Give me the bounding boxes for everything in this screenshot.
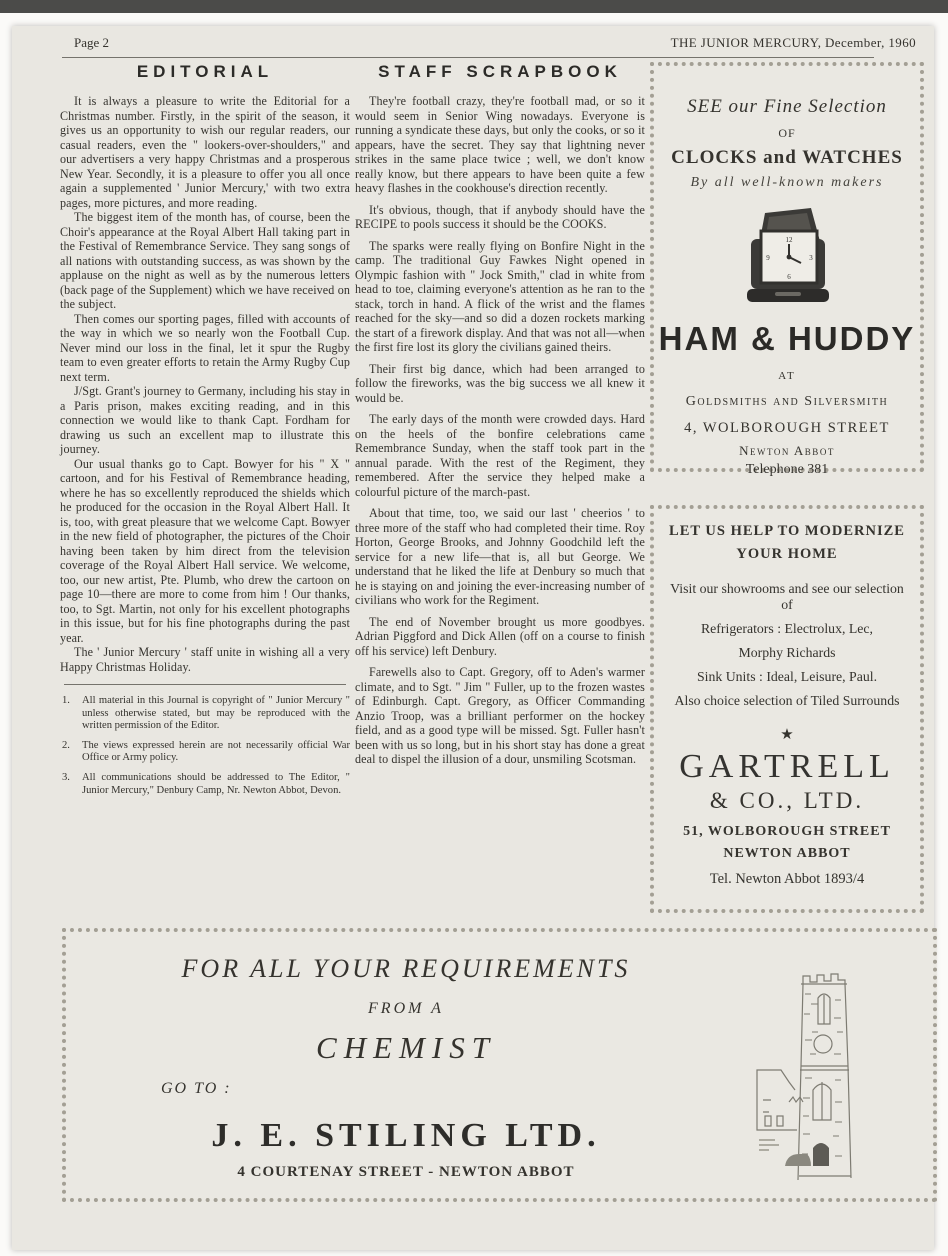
- footnote-text: All communications should be addressed to The Editor, " Junior Mercury," Denbury Camp, Nr. Newton Abbot, Devon.: [82, 771, 350, 796]
- svg-text:9: 9: [766, 254, 770, 262]
- ad-gartrell-street: 51, WOLBOROUGH STREET: [683, 824, 891, 839]
- ad-chemist-company-name: J. E. STILING LTD.: [211, 1117, 601, 1154]
- ad-chemist-line-3: CHEMIST: [316, 1030, 496, 1065]
- ad-clocks-makers-line: By all well-known makers: [690, 175, 884, 190]
- masthead: THE JUNIOR MERCURY, December, 1960: [670, 35, 916, 50]
- star-icon: ★: [780, 727, 794, 743]
- scrapbook-paragraph: The end of November brought us more goodbyes. Adrian Piggford and Dick Allen (off on a course to finish off his service) left Denbury.: [355, 614, 645, 658]
- ad-gartrell-body-4: Sink Units : Ideal, Leisure, Paul.: [696, 669, 878, 684]
- svg-text:6: 6: [787, 273, 791, 281]
- ad-gartrell-heading-2: YOUR HOME: [736, 546, 838, 562]
- scan-edge-band: [0, 0, 948, 13]
- ad-chemist-address: 4 COURTENAY STREET - NEWTON ABBOT: [237, 1164, 575, 1180]
- ad-clocks-street: 4, WOLBOROUGH STREET: [684, 420, 890, 436]
- footnotes: [60, 695, 350, 797]
- ad-clocks-product-line: CLOCKS and WATCHES: [671, 147, 903, 168]
- footnote-divider: [64, 684, 346, 685]
- editorial-paragraph: J/Sgt. Grant's journey to Germany, including his stay in a Paris prison, makes exciting reading, and in this connection we would like to thank Capt. Fordham for drawing us such an excellent map to illustrate this journey.: [60, 384, 350, 456]
- ad-clocks-at: AT: [778, 370, 796, 382]
- editorial-column: [60, 62, 350, 804]
- svg-text:12: 12: [785, 236, 793, 244]
- svg-text:3: 3: [809, 254, 813, 262]
- ad-gartrell-phone: Tel. Newton Abbot 1893/4: [709, 871, 865, 887]
- header-rule: [62, 57, 874, 58]
- footnote-number: 2.: [62, 739, 70, 751]
- editorial-paragraph: The biggest item of the month has, of course, been the Choir's appearance at the Royal Albert Hall taking part in the Festival of Remembrance Service. They sang songs of all nations with outstanding success, as was shown by the applause on the night as well as by the numerous letters (back page of the Supplement) which we have received on the subject.: [60, 210, 350, 311]
- footnote-text: The views expressed herein are not necessarily official War Office or Army policy.: [82, 739, 350, 764]
- footnote: [60, 740, 350, 765]
- ad-chemist-text: [96, 954, 716, 1066]
- scrapbook-column: [355, 62, 645, 774]
- ad-gartrell-body-1: Visit our showrooms and see our selection of: [670, 581, 904, 612]
- footnote: [60, 772, 350, 797]
- ad-clocks-of: OF: [778, 126, 796, 140]
- ad-chemist-goto: GO TO :: [161, 1080, 232, 1097]
- editorial-paragraph: Then comes our sporting pages, filled with accounts of the way in which we so nearly won the Football Cup. Never mind our loss in the final, let it spur the Rugby team to even greater efforts to retain the Army Rugby Cup next term.: [60, 311, 350, 384]
- ad-gartrell-body-5: Also choice selection of Tiled Surrounds: [674, 693, 900, 708]
- editorial-body: [60, 94, 350, 674]
- scrapbook-body: [355, 94, 645, 767]
- ad-gartrell-body-3: Morphy Richards: [738, 645, 836, 660]
- scrapbook-paragraph: Their first big dance, which had been arranged to follow the fireworks, was the big success we all knew it would be.: [355, 361, 645, 405]
- ad-stiling-chemist: [62, 928, 937, 1202]
- ad-clocks-phone: Telephone 381: [745, 462, 829, 477]
- footnote-number: 3.: [62, 771, 70, 783]
- ad-gartrell-heading-1: LET US HELP TO MODERNIZE: [669, 523, 905, 539]
- ad-gartrell-body-2: Refrigerators : Electrolux, Lec,: [700, 621, 873, 636]
- ad-chemist-line-2: FROM A: [368, 1000, 444, 1017]
- footnote: [60, 695, 350, 733]
- church-tower-illustration: [755, 970, 875, 1193]
- ad-chemist-line-1: FOR ALL YOUR REQUIREMENTS: [181, 954, 631, 983]
- ad-gartrell-company-name: GARTRELL: [679, 748, 895, 785]
- ad-gartrell-company-suffix: & CO., LTD.: [709, 788, 865, 813]
- ad-ham-and-huddy: [650, 62, 924, 477]
- editorial-title: EDITORIAL: [136, 62, 274, 81]
- page-number: Page 2: [74, 35, 110, 50]
- editorial-paragraph: It is always a pleasure to write the Editorial for a Christmas number. Firstly, in the spirit of the season, it gives us an opportunity to wish our regular readers, our casual readers, even the " lookers-over-shoulders," and our advertisers a very happy Christmas and a prosperous New Year. Secondly, it is a pleasure to offer you all once again a supplemented ' Junior Mercury,' with two extra pages, more pictures, and more reading.: [60, 94, 350, 210]
- ad-gartrell: [650, 505, 924, 913]
- scrapbook-paragraph: The early days of the month were crowded days. Hard on the heels of the bonfire celebrations came Remembrance Sunday, when the staff took part in the annual parade. With the rest of the Regiment, they remembered. After the service they helped make a colourful picture of the march-past.: [355, 412, 645, 499]
- page: [12, 26, 934, 1250]
- ad-clocks-tagline: SEE our Fine Selection: [687, 96, 887, 117]
- footnote-text: All material in this Journal is copyright of " Junior Mercury " unless otherwise stated, but may be reproduced with the written permission of the Editor.: [82, 695, 350, 732]
- editorial-paragraph: Our usual thanks go to Capt. Bowyer for his " X " cartoon, and for his Festival of Remembrance heading, where he has so excellently reproduced the shields which he produced for the occasion in the Royal Albert Hall. It is, too, with great pleasure that we welcome Capt. Bowyer in the new field of photographer, the pictures of the Choir having been taken by him direct from the television coverage of the Royal Albert Hall service. We welcome, too, our new artist, Pte. Plumb, who drew the cartoon on page 10—there are more to come from him ! Our thanks, too, to Sgt. Martin, not only for his excellent photographs in this issue, but for his fine photographs during the past year.: [60, 456, 350, 645]
- footnote-number: 1.: [62, 695, 70, 706]
- scrapbook-paragraph: The sparks were really flying on Bonfire Night in the camp. The traditional Guy Fawkes Night opened in Olympic fashion with " Jock Smith," clad in white from head to toe, claiming everyone's attention as he ran to the stack, torch in hand. A flick of the wrist and the flames reached for the sky—and so did a dozen rockets marking the start of a firework display. And that was not all—when the first fire lost its glory the civilians gained theirs.: [355, 238, 645, 354]
- ad-clocks-shop-name: HAM & HUDDY: [658, 320, 916, 357]
- scrapbook-paragraph: About that time, too, we said our last ' cheerios ' to three more of the staff who had completed their time. Roy Horton, George Brooks, and Johnny Goodchild left the service for a new life—that is, all but George. We understand that he liked the life at Denbury so much that he is staying on and joining the ever-increasing number of civilians who work for the Regiment.: [355, 506, 645, 607]
- scrapbook-paragraph: It's obvious, though, that if anybody should have the RECIPE to pools success it should be the COOKS.: [355, 202, 645, 231]
- scrapbook-paragraph: Farewells also to Capt. Gregory, off to Aden's warmer climate, and to Sgt. " Jim " Fuller, up to the frozen wastes of Edinburgh. Capt. Gregory, as Officer Commanding Anzio Troop, was a brilliant performer on the hockey field, and as a good type will be missed. Sgt. Fuller hasn't been with us so long, but in his short stay has done a great deal to dispel the illusion of a dour, unsmiling Scotsman.: [355, 665, 645, 766]
- editorial-paragraph: The ' Junior Mercury ' staff unite in wishing all a very Happy Christmas Holiday.: [60, 645, 350, 674]
- ad-clocks-descriptor: Goldsmiths and Silversmith: [685, 394, 889, 409]
- scrapbook-title: STAFF SCRAPBOOK: [378, 62, 622, 81]
- scrapbook-paragraph: They're football crazy, they're football mad, or so it would seem in Senior Wing nowadays. Everyone is running a syndicate these days, but only the cooks, or so it appears, have the secret. They say that lightning never strikes in the same place twice ; well, we don't know really know, but there appears to have been quite a few heavy flashes in the cookhouse's direction recently.: [355, 94, 645, 195]
- ad-clocks-town: Newton Abbot: [739, 443, 835, 458]
- ad-gartrell-town: NEWTON ABBOT: [723, 846, 851, 861]
- travel-clock-icon: [654, 203, 920, 312]
